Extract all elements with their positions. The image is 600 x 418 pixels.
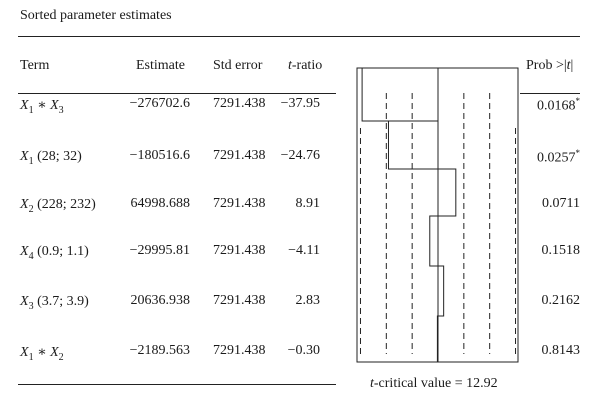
row-estimate: −29995.81	[129, 243, 190, 258]
row-estimate: −180516.6	[129, 148, 190, 163]
row-std-error: 7291.438	[213, 148, 266, 163]
row-std-error: 7291.438	[213, 96, 266, 111]
header-t-ratio: t-ratio	[288, 58, 323, 73]
row-t-ratio: −37.95	[280, 96, 320, 111]
row-estimate: −276702.6	[129, 96, 190, 111]
bar-6	[437, 316, 438, 362]
bar-2	[388, 121, 438, 169]
row-prob: 0.0257*	[537, 148, 580, 166]
row-estimate: −2189.563	[129, 343, 190, 358]
row-term: $X_3$ (3.7; 3.9)	[20, 294, 89, 312]
row-term: $X_2$ (228; 232)	[20, 197, 96, 215]
row-std-error: 7291.438	[213, 243, 266, 258]
bar-1	[362, 68, 438, 121]
row-prob: 0.0168*	[537, 96, 580, 114]
row-t-ratio: −4.11	[288, 243, 320, 258]
row-estimate: 20636.938	[130, 293, 190, 308]
table-caption: Sorted parameter estimates	[20, 8, 172, 23]
row-term: $X_4$ (0.9; 1.1)	[20, 244, 89, 262]
row-prob: 0.2162	[541, 293, 580, 308]
row-prob: 0.8143	[541, 343, 580, 358]
t-critical-value: t-critical value = 12.92	[370, 376, 498, 391]
row-std-error: 7291.438	[213, 293, 266, 308]
row-term: $X_1$ ∗ $X_3$	[20, 98, 64, 116]
bar-4	[430, 216, 438, 266]
row-term: $X_1$ (28; 32)	[20, 149, 82, 167]
row-t-ratio: 2.83	[295, 293, 320, 308]
row-t-ratio: 8.91	[295, 196, 320, 211]
row-t-ratio: −0.30	[287, 343, 320, 358]
row-prob: 0.0711	[542, 196, 580, 211]
header-prob: Prob >|t|	[526, 58, 574, 73]
bar-3	[438, 169, 456, 216]
row-estimate: 64998.688	[130, 196, 190, 211]
row-t-ratio: −24.76	[280, 148, 320, 163]
header-term: Term	[20, 58, 50, 73]
header-estimate: Estimate	[136, 58, 185, 73]
row-std-error: 7291.438	[213, 343, 266, 358]
row-prob: 0.1518	[541, 243, 580, 258]
row-term: $X_1$ ∗ $X_2$	[20, 345, 64, 363]
header-std-error: Std error	[213, 58, 263, 73]
bar-5	[438, 266, 444, 316]
row-std-error: 7291.438	[213, 196, 266, 211]
